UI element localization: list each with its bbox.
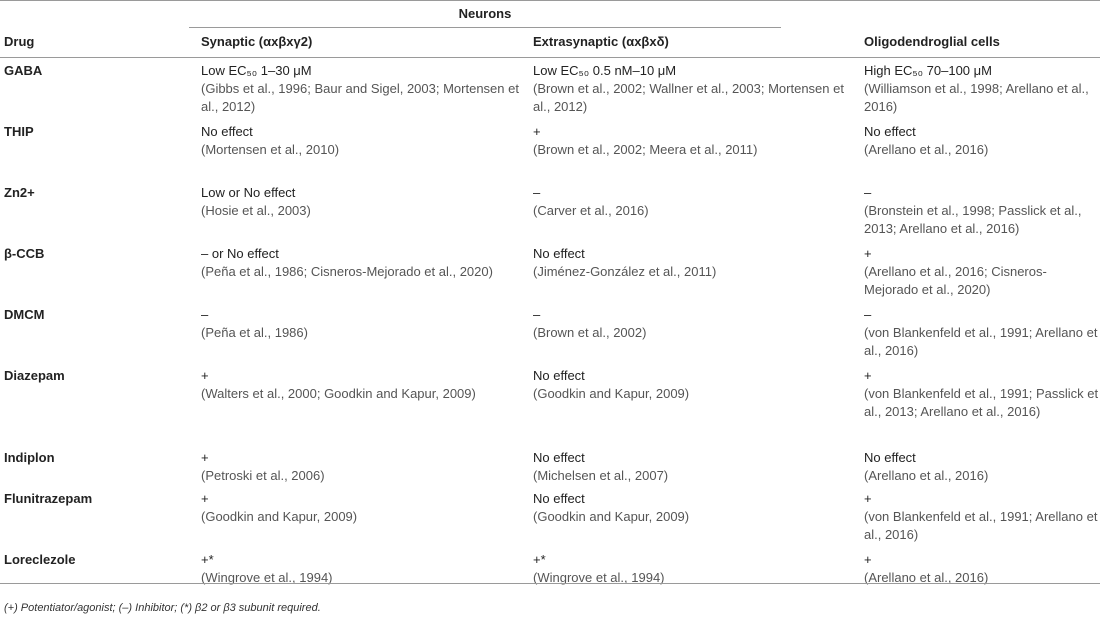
synaptic-cell xyxy=(201,123,533,184)
column-header-synaptic: Synaptic (αxβxγ2) xyxy=(201,34,313,49)
oligodendroglial-reference: (von Blankenfeld et al., 1991; Passlick et al., 2013; Arellano et al., 2016) xyxy=(864,386,1099,419)
synaptic-effect: No effect xyxy=(201,124,253,139)
drug-name: Indiplon xyxy=(4,450,55,465)
synaptic-reference: (Peña et al., 1986) xyxy=(201,325,308,340)
synaptic-effect: Low or No effect xyxy=(201,185,296,200)
oligodendroglial-effect: + xyxy=(864,246,872,261)
drug-name: Loreclezole xyxy=(4,552,76,567)
synaptic-reference: (Wingrove et al., 1994) xyxy=(201,570,333,585)
extrasynaptic-reference: (Wingrove et al., 1994) xyxy=(533,570,665,585)
synaptic-cell xyxy=(201,367,533,449)
extrasynaptic-reference: (Brown et al., 2002; Meera et al., 2011) xyxy=(533,142,758,157)
oligodendroglial-cell xyxy=(864,551,1100,593)
extrasynaptic-reference: (Goodkin and Kapur, 2009) xyxy=(533,386,690,401)
extrasynaptic-cell xyxy=(533,184,864,245)
neurons-group-header: Neurons xyxy=(458,6,512,21)
extrasynaptic-effect: No effect xyxy=(533,491,585,506)
oligodendroglial-reference: (Arellano et al., 2016; Cisneros-Mejorado et al., 2020) xyxy=(864,264,1047,297)
synaptic-cell xyxy=(201,449,533,490)
synaptic-reference: (Peña et al., 1986; Cisneros-Mejorado et al., 2020) xyxy=(201,264,493,279)
extrasynaptic-cell xyxy=(533,490,864,551)
table-row-dmcm xyxy=(0,306,1100,367)
synaptic-reference: (Walters et al., 2000; Goodkin and Kapur, 2009) xyxy=(201,386,476,401)
extrasynaptic-effect: + xyxy=(533,124,541,139)
oligodendroglial-reference: (Arellano et al., 2016) xyxy=(864,570,989,585)
column-header-extrasynaptic: Extrasynaptic (αxβxδ) xyxy=(533,34,669,49)
oligodendroglial-cell xyxy=(864,367,1100,449)
table-row-beta-ccb xyxy=(0,245,1100,306)
oligodendroglial-effect: – xyxy=(864,185,872,200)
extrasynaptic-effect: No effect xyxy=(533,450,585,465)
extrasynaptic-effect: No effect xyxy=(533,246,585,261)
synaptic-effect: + xyxy=(201,491,209,506)
column-header-oligodendroglial: Oligodendroglial cells xyxy=(864,34,1000,49)
drug-table xyxy=(0,62,1100,593)
synaptic-effect: + xyxy=(201,368,209,383)
extrasynaptic-cell xyxy=(533,245,864,306)
extrasynaptic-reference: (Michelsen et al., 2007) xyxy=(533,468,669,483)
oligodendroglial-reference: (Bronstein et al., 1998; Passlick et al., 2013; Arellano et al., 2016) xyxy=(864,203,1082,236)
drug-name: β-CCB xyxy=(4,246,45,261)
extrasynaptic-reference: (Jiménez-González et al., 2011) xyxy=(533,264,717,279)
extrasynaptic-cell xyxy=(533,123,864,184)
synaptic-effect: – xyxy=(201,307,209,322)
table-row-gaba xyxy=(0,62,1100,123)
drug-name: Flunitrazepam xyxy=(4,491,93,506)
oligodendroglial-effect: No effect xyxy=(864,450,916,465)
column-header-drug: Drug xyxy=(4,34,35,49)
table-row-zinc xyxy=(0,184,1100,245)
oligodendroglial-effect: High EC₅₀ 70–100 μM xyxy=(864,63,992,78)
oligodendroglial-effect: + xyxy=(864,491,872,506)
synaptic-cell xyxy=(201,184,533,245)
bottom-rule xyxy=(0,583,1100,584)
extrasynaptic-effect: – xyxy=(533,307,541,322)
synaptic-reference: (Hosie et al., 2003) xyxy=(201,203,311,218)
table-row-diazepam xyxy=(0,367,1100,449)
drug-name: GABA xyxy=(4,63,43,78)
top-rule xyxy=(0,0,1100,1)
extrasynaptic-cell xyxy=(533,306,864,367)
synaptic-cell xyxy=(201,551,533,593)
drug-name: Diazepam xyxy=(4,368,65,383)
column-headers xyxy=(0,34,1100,54)
drug-name: THIP xyxy=(4,124,34,139)
synaptic-reference: (Gibbs et al., 1996; Baur and Sigel, 2003; Mortensen et al., 2012) xyxy=(201,81,519,114)
oligodendroglial-reference: (von Blankenfeld et al., 1991; Arellano et al., 2016) xyxy=(864,325,1098,358)
oligodendroglial-effect: + xyxy=(864,368,872,383)
table-row-flunitrazepam xyxy=(0,490,1100,551)
extrasynaptic-reference: (Carver et al., 2016) xyxy=(533,203,649,218)
table-row-thip xyxy=(0,123,1100,184)
oligodendroglial-cell xyxy=(864,62,1100,123)
synaptic-effect: +* xyxy=(201,552,214,567)
table-row-loreclezole xyxy=(0,551,1100,593)
oligodendroglial-effect: No effect xyxy=(864,124,916,139)
oligodendroglial-reference: (Williamson et al., 1998; Arellano et al., 2016) xyxy=(864,81,1089,114)
table-row-indiplon xyxy=(0,449,1100,490)
synaptic-effect: – or No effect xyxy=(201,246,279,261)
synaptic-reference: (Goodkin and Kapur, 2009) xyxy=(201,509,358,524)
oligodendroglial-cell xyxy=(864,184,1100,245)
header-rule xyxy=(0,57,1100,58)
synaptic-cell xyxy=(201,62,533,123)
extrasynaptic-effect: No effect xyxy=(533,368,585,383)
oligodendroglial-cell xyxy=(864,123,1100,184)
synaptic-effect: + xyxy=(201,450,209,465)
oligodendroglial-cell xyxy=(864,490,1100,551)
extrasynaptic-reference: (Goodkin and Kapur, 2009) xyxy=(533,509,690,524)
synaptic-cell xyxy=(201,245,533,306)
extrasynaptic-cell xyxy=(533,449,864,490)
oligodendroglial-reference: (Arellano et al., 2016) xyxy=(864,468,989,483)
oligodendroglial-reference: (Arellano et al., 2016) xyxy=(864,142,989,157)
oligodendroglial-cell xyxy=(864,245,1100,306)
oligodendroglial-reference: (von Blankenfeld et al., 1991; Arellano et al., 2016) xyxy=(864,509,1098,542)
extrasynaptic-reference: (Brown et al., 2002; Wallner et al., 2003; Mortensen et al., 2012) xyxy=(533,81,844,114)
extrasynaptic-effect: Low EC₅₀ 0.5 nM–10 μM xyxy=(533,63,677,78)
synaptic-effect: Low EC₅₀ 1–30 μM xyxy=(201,63,312,78)
table-footnote: (+) Potentiator/agonist; (–) Inhibitor; (*) β2 or β3 subunit required. xyxy=(4,602,321,614)
oligodendroglial-cell xyxy=(864,449,1100,490)
oligodendroglial-effect: + xyxy=(864,552,872,567)
extrasynaptic-cell xyxy=(533,367,864,449)
neurons-group-rule xyxy=(189,27,781,28)
oligodendroglial-effect: – xyxy=(864,307,872,322)
drug-name: DMCM xyxy=(4,307,45,322)
extrasynaptic-cell xyxy=(533,551,864,593)
extrasynaptic-effect: – xyxy=(533,185,541,200)
synaptic-reference: (Petroski et al., 2006) xyxy=(201,468,325,483)
synaptic-cell xyxy=(201,490,533,551)
extrasynaptic-effect: +* xyxy=(533,552,546,567)
drug-name: Zn2+ xyxy=(4,185,35,200)
extrasynaptic-cell xyxy=(533,62,864,123)
oligodendroglial-cell xyxy=(864,306,1100,367)
synaptic-reference: (Mortensen et al., 2010) xyxy=(201,142,340,157)
extrasynaptic-reference: (Brown et al., 2002) xyxy=(533,325,647,340)
synaptic-cell xyxy=(201,306,533,367)
